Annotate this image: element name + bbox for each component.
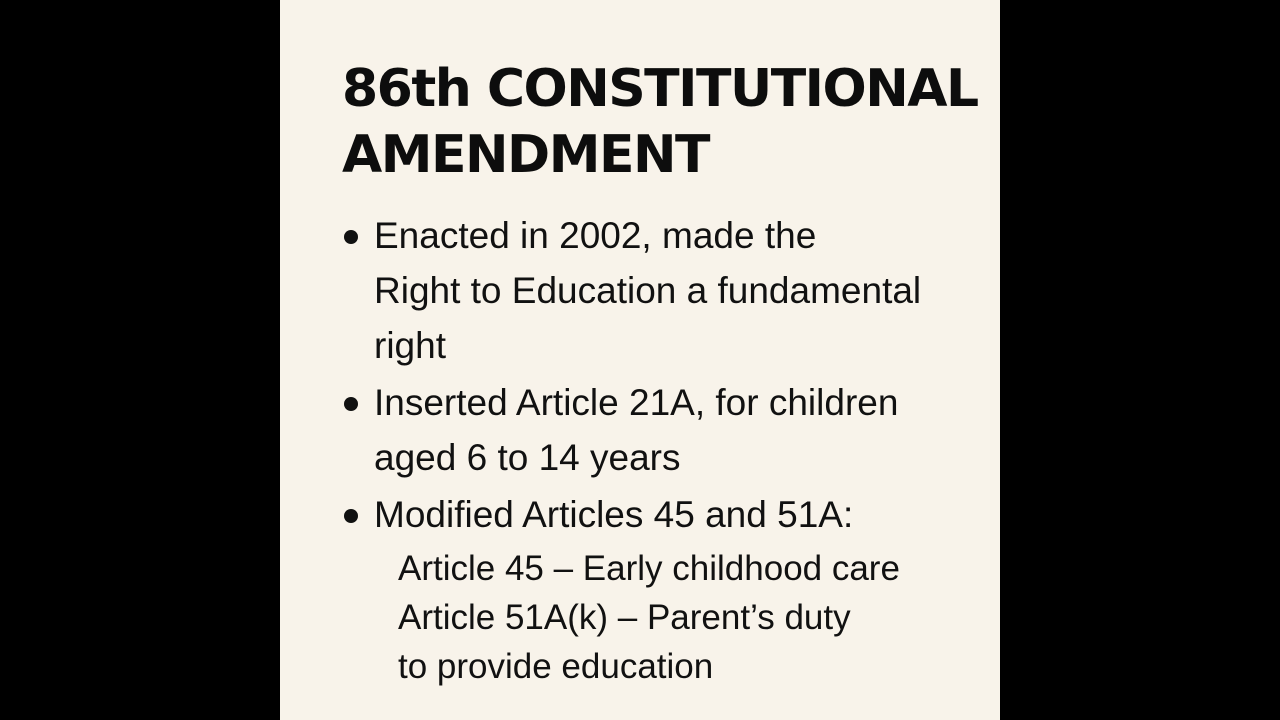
bullet-text-line: Inserted Article 21A, for children — [374, 382, 899, 423]
bullet-list — [342, 208, 992, 693]
sub-item-group — [374, 544, 992, 691]
slide — [280, 0, 1000, 720]
bullet-item — [342, 487, 992, 691]
bullet-text-line: Modified Articles 45 and 51A: — [374, 494, 854, 535]
bullet-item — [342, 375, 992, 485]
sub-item-line: Article 45 – Early childhood care — [398, 549, 900, 588]
bullet-text-line: Enacted in 2002, made the — [374, 215, 817, 256]
title-line: AMENDMENT — [342, 125, 709, 185]
bullet-dot-icon — [344, 509, 358, 523]
bullet-text-line: Right to Education a fundamental — [374, 270, 922, 311]
sub-item-line: Article 51A(k) – Parent’s duty — [398, 598, 851, 637]
bullet-text-line: aged 6 to 14 years — [374, 437, 681, 478]
bullet-dot-icon — [344, 397, 358, 411]
bullet-dot-icon — [344, 230, 358, 244]
title-line: 86th CONSTITUTIONAL — [342, 59, 978, 119]
slide-title — [342, 56, 978, 188]
bullet-item — [342, 208, 992, 373]
sub-item-line: to provide education — [398, 647, 714, 686]
bullet-text-line: right — [374, 325, 446, 366]
